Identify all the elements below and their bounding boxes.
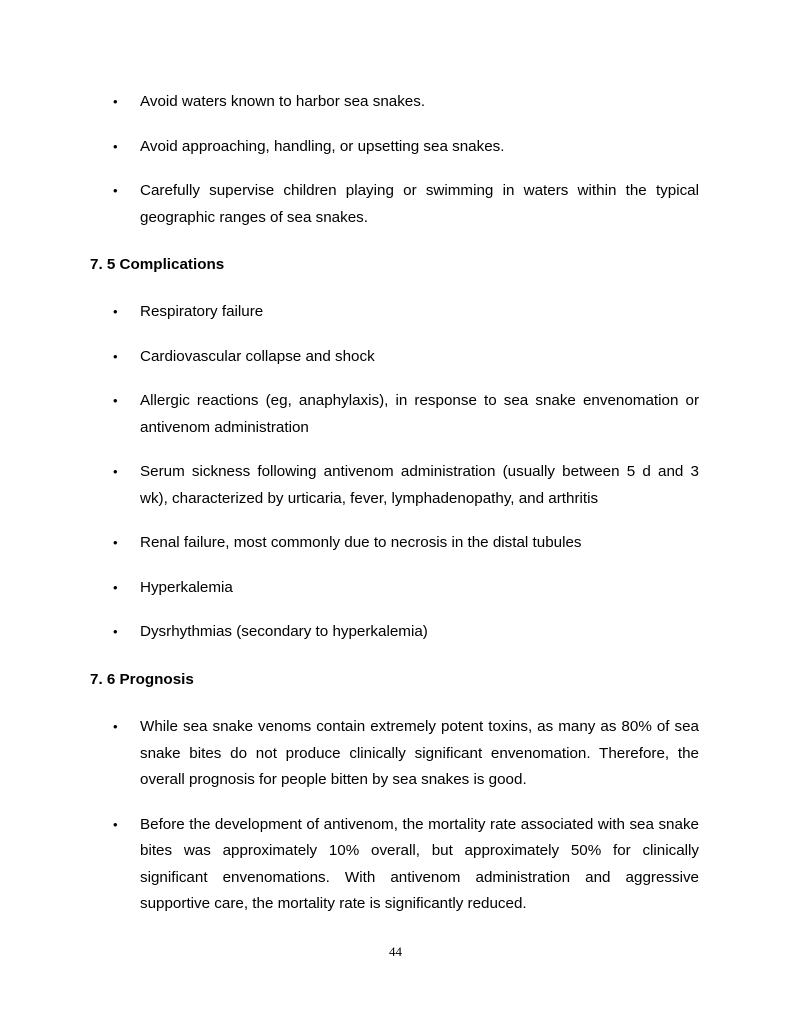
prevention-bullet-list [111,89,699,231]
bullet-icon: • [113,624,118,639]
bullet-icon: • [113,579,118,595]
bullet-item [111,388,699,441]
bullet-icon: • [113,138,118,154]
bullet-text: Allergic reactions (eg, anaphylaxis), in response to sea snake envenomation or antivenom administration [140,392,699,436]
bullet-text: Respiratory failure [140,303,264,320]
prognosis-heading: 7. 6 Prognosis [90,671,194,688]
page-number: 44 [389,944,402,959]
bullet-item [111,134,699,161]
bullet-item [111,89,699,116]
bullet-item [111,619,699,646]
bullet-item [111,714,699,794]
bullet-text: Serum sickness following antivenom administration (usually between 5 d and 3 wk), characterized by urticaria, fever, lymphadenopathy, and arthritis [140,463,699,507]
bullet-icon: • [113,464,118,479]
complications-bullet-list [111,299,699,646]
bullet-text: Renal failure, most commonly due to necrosis in the distal tubules [140,534,582,551]
bullet-item [111,344,699,371]
bullet-text: Cardiovascular collapse and shock [140,347,375,365]
bullet-text: Avoid approaching, handling, or upsetting sea snakes. [140,137,505,155]
bullet-item [111,299,699,326]
bullet-text: Dysrhythmias (secondary to hyperkalemia) [140,623,428,640]
bullet-icon: • [113,304,118,319]
bullet-text: While sea snake venoms contain extremely potent toxins, as many as 80% of sea snake bites do not produce clinically significant envenomation. Therefore, the overall prognosis for people bitten by sea snakes is good. [140,718,699,788]
bullet-item [111,530,699,557]
bullet-item [111,178,699,231]
bullet-text: Avoid waters known to harbor sea snakes. [140,93,426,110]
bullet-icon: • [113,348,118,364]
bullet-icon: • [113,719,118,734]
bullet-icon: • [113,94,118,109]
bullet-icon: • [113,393,118,408]
bullet-item [111,812,699,918]
bullet-text: Hyperkalemia [140,578,233,596]
bullet-item [111,575,699,602]
bullet-item [111,459,699,512]
bullet-text: Carefully supervise children playing or swimming in waters within the typical geographic ranges of sea snakes. [140,182,699,226]
prognosis-bullet-list [111,714,699,918]
bullet-icon: • [113,816,118,832]
bullet-icon: • [113,535,118,550]
bullet-text: Before the development of antivenom, the mortality rate associated with sea snake bites was approximately 10% overall, but approximately 50% for clinically significant envenomations. With antivenom administration and aggressive supportive care, the mortality rate is significantly reduced. [140,815,699,912]
bullet-icon: • [113,183,118,198]
complications-heading: 7. 5 Complications [90,256,225,273]
